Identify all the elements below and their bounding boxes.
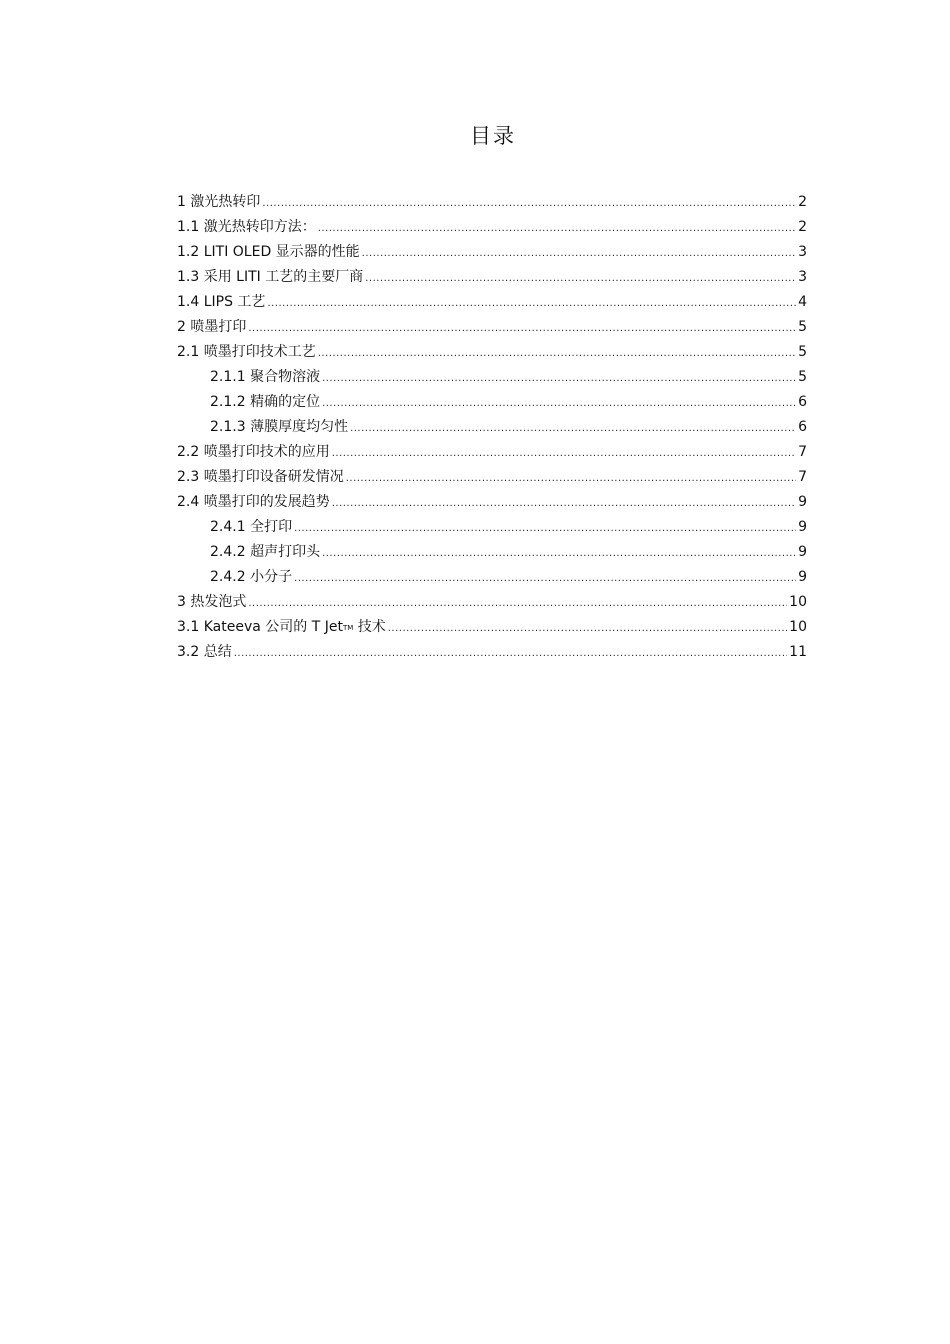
toc-entry-label-main: 3.1 Kateeva 公司的 T Jet (177, 619, 343, 635)
toc-entry[interactable] (177, 265, 807, 290)
toc-entry-page: 5 (798, 344, 807, 360)
toc-entry-page: 9 (798, 519, 807, 535)
toc-leader-dots (332, 441, 796, 466)
toc-entry[interactable] (177, 640, 807, 665)
toc-entry-label: 2.1.3 薄膜厚度均匀性 (210, 419, 349, 435)
toc-entry[interactable] (177, 540, 807, 565)
toc-leader-dots (318, 341, 796, 366)
toc-entry[interactable] (177, 315, 807, 340)
toc-entry-page: 5 (798, 319, 807, 335)
toc-entry-label: 2 喷墨打印 (177, 319, 247, 335)
toc-leader-dots (234, 641, 787, 666)
toc-entry-page: 6 (798, 419, 807, 435)
toc-entry-label: 1 激光热转印 (177, 194, 261, 210)
toc-leader-dots (322, 541, 796, 566)
toc-entry-page: 11 (789, 644, 807, 660)
toc-entry-label-suffix: 技术 (353, 619, 386, 635)
toc-entry-label: 1.2 LITI OLED 显示器的性能 (177, 244, 360, 260)
toc-entry-label (177, 615, 388, 641)
toc-entry[interactable] (177, 290, 807, 315)
toc-entry-label: 1.1 激光热转印方法： (177, 219, 316, 235)
toc-entry-label: 2.4.2 超声打印头 (210, 544, 321, 560)
toc-leader-dots (248, 591, 787, 616)
toc-entry-page: 10 (789, 594, 807, 610)
toc-leader-dots (388, 616, 787, 641)
toc-entry-label: 3 热发泡式 (177, 594, 247, 610)
toc-entry-label: 2.4.1 全打印 (210, 519, 293, 535)
toc-entry[interactable] (177, 465, 807, 490)
toc-leader-dots (322, 391, 796, 416)
toc-entry[interactable] (177, 365, 807, 390)
toc-entry-page: 7 (798, 444, 807, 460)
toc-entry-page: 7 (798, 469, 807, 485)
toc-leader-dots (346, 466, 796, 491)
toc-entry[interactable] (177, 590, 807, 615)
toc-entry[interactable] (177, 415, 807, 440)
toc-entry[interactable] (177, 490, 807, 515)
toc-entry-page: 2 (798, 219, 807, 235)
toc-entry[interactable] (177, 440, 807, 465)
toc-entry-page: 9 (798, 494, 807, 510)
toc-entry-page: 2 (798, 194, 807, 210)
toc-leader-dots (365, 266, 796, 291)
toc-entry[interactable] (177, 565, 807, 590)
toc-leader-dots (322, 366, 796, 391)
toc-entry-page: 3 (798, 269, 807, 285)
toc-entry-label: 2.1 喷墨打印技术工艺 (177, 344, 316, 360)
toc-entry[interactable] (177, 215, 807, 240)
toc-entry[interactable] (177, 515, 807, 540)
trademark-mark: TM (342, 624, 354, 632)
toc-entry-label: 2.1.1 聚合物溶液 (210, 369, 321, 385)
toc-entry[interactable] (177, 190, 807, 215)
toc-entry[interactable] (177, 615, 807, 640)
toc-entry[interactable] (177, 390, 807, 415)
toc-entry-label: 2.1.2 精确的定位 (210, 394, 321, 410)
toc-entry-label: 3.2 总结 (177, 644, 232, 660)
toc-entry-label: 1.3 采用 LITI 工艺的主要厂商 (177, 269, 364, 285)
toc-leader-dots (294, 516, 796, 541)
toc-entry-page: 3 (798, 244, 807, 260)
toc-leader-dots (267, 291, 796, 316)
toc-entry-page: 10 (789, 619, 807, 635)
toc-entry-label: 2.4 喷墨打印的发展趋势 (177, 494, 330, 510)
toc-entry-page: 9 (798, 569, 807, 585)
toc-entry-label: 2.4.2 小分子 (210, 569, 293, 585)
toc-leader-dots (248, 316, 796, 341)
toc-entry-label: 2.3 喷墨打印设备研发情况 (177, 469, 344, 485)
toc-leader-dots (294, 566, 796, 591)
toc-leader-dots (350, 416, 796, 441)
toc-leader-dots (332, 491, 796, 516)
toc-title: 目录 (470, 124, 516, 148)
toc-entry-page: 6 (798, 394, 807, 410)
toc-entry-page: 5 (798, 369, 807, 385)
table-of-contents (177, 190, 807, 665)
toc-entry-label: 2.2 喷墨打印技术的应用 (177, 444, 330, 460)
toc-entry-page: 4 (798, 294, 807, 310)
toc-leader-dots (318, 216, 796, 241)
toc-entry-page: 9 (798, 544, 807, 560)
toc-entry[interactable] (177, 340, 807, 365)
toc-entry-label: 1.4 LIPS 工艺 (177, 294, 266, 310)
toc-leader-dots (262, 191, 796, 216)
toc-leader-dots (362, 241, 796, 266)
toc-entry[interactable] (177, 240, 807, 265)
